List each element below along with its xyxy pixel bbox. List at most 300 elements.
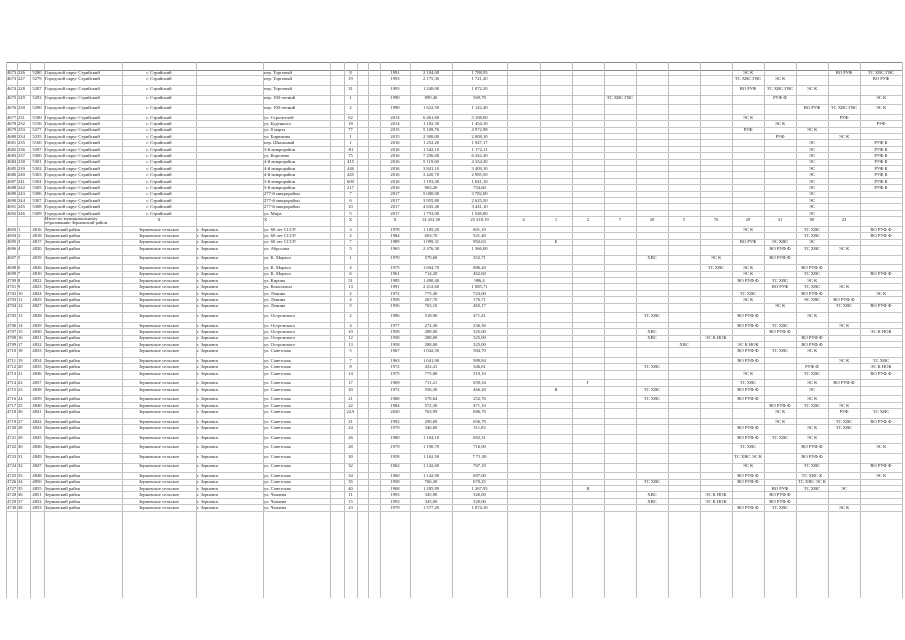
cell-idx: 35: [18, 485, 23, 491]
cell-year: 1970: [390, 255, 400, 261]
cell-idx: 22: [18, 380, 23, 386]
cell-city: Зерновское сельское: [138, 364, 180, 370]
cell-s2: 4 334,30: [471, 159, 488, 165]
cell-city: Зерновское сельское: [138, 463, 180, 469]
cell-year: 1958: [390, 328, 400, 334]
cell-area: Городской округ Стрийский: [45, 178, 100, 184]
cell-s1: 1 162,50: [422, 453, 440, 459]
cell-s2: 471,41: [473, 312, 486, 318]
cell-c24: ЭС: [808, 152, 816, 158]
cell-area: Зерновский район: [45, 255, 81, 261]
cell-c26: ВО РУФ Ф: [870, 303, 892, 309]
cell-city: г. Стрийский: [146, 69, 172, 75]
cell-house: 28: [348, 444, 353, 450]
cell-area: Зерновский район: [45, 453, 81, 459]
cell-city: г. Стрийский: [146, 95, 172, 101]
cell-c24: ТС ХВС: [803, 370, 821, 376]
cell-c22: ТС ХВС: [739, 380, 757, 386]
cell-street: пер. Школьный: [264, 140, 295, 146]
cell-idx: 16: [18, 335, 23, 341]
cell-house: 26: [348, 434, 353, 440]
cell-s2: 5 108,00: [471, 114, 488, 120]
cell-c25: ТС ХВС: [835, 418, 853, 424]
cell-s1: 3 420,70: [422, 172, 440, 178]
cell-c26: РУФ К: [874, 184, 888, 190]
cell-num: 4692: [7, 210, 17, 216]
cell-s2: 521,40: [473, 232, 486, 238]
cell-s2: 650,34: [473, 380, 486, 386]
cell-year: 2016: [390, 172, 400, 178]
cell-s1: 1 285,89: [422, 485, 440, 491]
cell-street: ул. Ленина: [264, 303, 286, 309]
cell-house: 11: [348, 492, 353, 498]
cell-street: ул. Советская: [264, 396, 291, 402]
cell-year: 1968: [390, 485, 400, 491]
cell-code: 4834: [32, 357, 42, 363]
cell-num: 4677: [7, 114, 17, 120]
cell-city: Зерновское сельское: [138, 498, 180, 504]
cell-s1: 3 841,10: [422, 165, 440, 171]
cell-code: 4849: [32, 453, 42, 459]
cell-street: ул. Чапаева: [264, 504, 287, 510]
cell-s2: 1 085,71: [471, 284, 488, 290]
cell-street: ул. Советская: [264, 418, 291, 424]
cell-code: 4826: [32, 264, 42, 270]
cell-c22: ТС ХВС: [739, 444, 757, 450]
cell-area: Городской округ Стрийский: [45, 184, 100, 190]
cell-c24: ЭС: [808, 191, 816, 197]
cell-code: 4842: [32, 418, 42, 424]
cell-s1: 711,21: [424, 380, 438, 386]
cell-idx: 18: [18, 348, 23, 354]
cell-c26: ЭС К: [875, 472, 887, 478]
cell-area: Городской округ Стрийский: [45, 76, 100, 82]
cell-s2: 176,71: [473, 296, 486, 302]
cell-street: ул. Советская: [264, 485, 291, 491]
cell-house: 1: [349, 140, 352, 146]
cell-street: ул. Советская: [264, 364, 291, 370]
cell-area: Городской округ Стрийский: [45, 133, 100, 139]
cell-c21: ТС ХВС: [707, 264, 725, 270]
cell-s1: 288,00: [424, 328, 438, 334]
cell-c17: К: [586, 485, 590, 491]
cell-idx: 24: [18, 396, 23, 402]
cell-c22: ЭС К: [742, 226, 754, 232]
cell-c19: ХВС: [647, 255, 657, 261]
cell-city: Зерновское сельское: [138, 380, 180, 386]
cell-house: 34: [348, 472, 353, 478]
cell-year: 2016: [390, 178, 400, 184]
cell-c25: ЭС К: [838, 357, 850, 363]
cell-year: 1979: [390, 504, 400, 510]
cell-city: г. Стрийский: [146, 127, 172, 133]
cell-year: Х: [393, 216, 397, 222]
cell-c26: РУФ К: [874, 140, 888, 146]
cell-idx: 7: [18, 271, 21, 277]
cell-c22: ВО РУФ Ф: [737, 348, 759, 354]
cell-code: 5280: [32, 69, 42, 75]
cell-idx: 227: [18, 76, 25, 82]
cell-s2: 519,10: [473, 370, 486, 376]
cell-year: 2017: [390, 197, 400, 203]
cell-code: 4828: [32, 312, 42, 318]
cell-c26: ЭС К НОК: [870, 364, 892, 370]
cell-s1: 4 635,40: [422, 204, 440, 210]
cell-s2: 466,20: [473, 386, 486, 392]
cell-c24: ЭС К: [806, 277, 818, 283]
cell-c19: ТС ХВС: [643, 364, 661, 370]
cell-c23: ВО РУФ Ф: [769, 245, 791, 251]
cell-city: Зерновское сельское: [138, 277, 180, 283]
cell-s2: 346,61: [473, 364, 486, 370]
cell-area: Зерновский район: [45, 239, 81, 245]
cell-street: ул. Островского: [264, 328, 296, 334]
cell-house: 14: [348, 370, 353, 376]
cell-c25: ЭС К: [838, 504, 850, 510]
cell-idx: 5: [18, 255, 21, 261]
cell-year: 1968: [390, 396, 400, 402]
cell-area: Городской округ Стрийский: [45, 104, 100, 110]
cell-s1: 1 142,60: [422, 463, 440, 469]
cell-street: пер. Торговый: [264, 85, 292, 91]
cell-s2: 1 047,17: [471, 140, 488, 146]
cell-s2: 697,00: [473, 472, 486, 478]
cell-c24: ЭС К: [806, 434, 818, 440]
cell-s2: 471,10: [473, 402, 486, 408]
cell-year: 1962: [390, 463, 400, 469]
cell-num: 4673: [7, 69, 17, 75]
cell-town: г. Зерновск: [197, 370, 219, 376]
cell-area: Зерновский район: [45, 479, 81, 485]
cell-idx: 229: [18, 95, 25, 101]
cell-c23: ЭС ХВС: [771, 239, 789, 245]
cell-area: Зерновский район: [45, 284, 81, 290]
cell-s1: 288,00: [424, 341, 438, 347]
cell-town: г. Зерновск: [197, 335, 219, 341]
cell-s2: 986,4: [474, 277, 485, 283]
cell-s1: 1 042,50: [422, 348, 440, 354]
cell-idx: 19: [18, 357, 23, 363]
cell-s1: 1 190,70: [422, 444, 440, 450]
cell-c24: ЭС К: [806, 348, 818, 354]
cell-house: 8: [349, 69, 352, 75]
cell-c24: ТС ХВС: [803, 485, 821, 491]
cell-year: 1958: [390, 341, 400, 347]
cell-c23: ТС ХВС: [771, 277, 789, 283]
cell-c24: ЭС: [808, 239, 816, 245]
cell-city: Зерновское сельское: [138, 348, 180, 354]
cell-street: ул. Чапаева: [264, 498, 287, 504]
cell-street: 4-й микрорайон: [264, 165, 296, 171]
cell-s1: 1 577,20: [422, 504, 440, 510]
cell-area: Зерновский район: [45, 424, 81, 430]
cell-c26: ТС ХВС ГВС: [867, 69, 895, 75]
cell-idx: 240: [18, 172, 25, 178]
cell-area: Зерновский район: [45, 364, 81, 370]
cell-c21: ЭС К НОК: [705, 492, 727, 498]
cell-code: 4830: [32, 328, 42, 334]
cell-town: г. Зерновск: [197, 453, 219, 459]
cell-city: г. Стрийский: [146, 133, 172, 139]
cell-area: Итого по муниципальному образованию Зерновский район: [45, 216, 108, 226]
cell-c23: ВО РУФ Ф: [769, 498, 791, 504]
cell-area: Городской округ Стрийский: [45, 159, 100, 165]
cell-year: 1958: [390, 296, 400, 302]
cell-c25: ЭС К: [838, 402, 850, 408]
cell-street: 277-й микрорайон: [264, 197, 300, 203]
cell-num: 4726: [7, 479, 17, 485]
cell-street: ул. Советская: [264, 402, 291, 408]
cell-s2: 1 454,10: [471, 120, 488, 126]
cell-s1: 1 342,10: [422, 146, 440, 152]
cell-c26: РУФ К: [874, 146, 888, 152]
cell-c20: 5: [682, 216, 686, 222]
cell-c23: ТС ХВС: [771, 434, 789, 440]
cell-house: 12: [348, 335, 353, 341]
cell-c26: ВО РУФ Ф: [870, 232, 892, 238]
cell-year: 1967: [390, 348, 400, 354]
cell-num: 4712: [7, 364, 17, 370]
cell-house: 10: [348, 328, 353, 334]
cell-year: 1979: [390, 444, 400, 450]
cell-code: 4832: [32, 341, 42, 347]
cell-code: 4840: [32, 402, 42, 408]
cell-s1: 345,90: [424, 492, 438, 498]
cell-house: 22: [348, 402, 353, 408]
cell-c26: ВО РУФ Ф: [870, 418, 892, 424]
cell-num: 4679: [7, 127, 17, 133]
cell-house: 15: [348, 498, 353, 504]
cell-year: 1979: [390, 424, 400, 430]
cell-house: 3: [349, 226, 352, 232]
cell-c22: ВО РУФ Ф: [737, 322, 759, 328]
cell-year: 2016: [390, 184, 400, 190]
cell-code: 5156: [32, 120, 42, 126]
cell-s1: 1 694,70: [422, 264, 440, 270]
cell-house: 18: [348, 120, 353, 126]
cell-area: Зерновский район: [45, 226, 81, 232]
cell-area: Зерновский район: [45, 485, 81, 491]
cell-c25: ТС ХВС: [835, 424, 853, 430]
cell-s2: 767,10: [473, 463, 486, 469]
cell-house: 13: [348, 341, 353, 347]
cell-town: г. Зерновск: [197, 296, 219, 302]
cell-town: г. Зерновск: [197, 402, 219, 408]
column-divider: [732, 62, 733, 598]
cell-street: ул. Советская: [264, 370, 291, 376]
cell-c26: ЭС К: [875, 95, 887, 101]
cell-s2: 716,90: [473, 444, 486, 450]
cell-area: Зерновский район: [45, 463, 81, 469]
cell-year: 1961: [390, 271, 400, 277]
cell-c24: ЭС: [808, 178, 816, 184]
cell-year: 1972: [390, 364, 400, 370]
cell-num: 4694: [7, 232, 17, 238]
cell-area: Городской округ Стрийский: [45, 197, 100, 203]
cell-s1: 714,20: [424, 271, 438, 277]
cell-c24: ТС ХВС К: [801, 472, 823, 478]
cell-num: 4686: [7, 172, 17, 178]
cell-town: г. Зерновск: [197, 386, 219, 392]
cell-town: г. Зерновск: [197, 232, 219, 238]
cell-street: ул. Советская: [264, 386, 291, 392]
cell-year: 1958: [390, 479, 400, 485]
cell-s1: 556,30: [424, 386, 438, 392]
cell-s2: 325,00: [473, 341, 486, 347]
cell-c22: ЭС К: [742, 271, 754, 277]
cell-s2: 1 366,00: [471, 245, 488, 251]
cell-code: 4823: [32, 284, 42, 290]
cell-c24: ЭС: [808, 204, 816, 210]
cell-house: 20: [348, 386, 353, 392]
cell-s2: 686,70: [473, 408, 486, 414]
cell-c24: ВО РУФ Ф: [801, 341, 823, 347]
cell-town: г. Зерновск: [197, 472, 219, 478]
cell-town: г. Зерновск: [197, 492, 219, 498]
cell-code: 4824: [32, 290, 42, 296]
cell-s2: 992,63: [473, 239, 486, 245]
cell-s1: 763,10: [424, 303, 438, 309]
cell-c23: ВО РУФ: [771, 284, 789, 290]
cell-year: 2017: [390, 210, 400, 216]
cell-s2: 1 074,10: [471, 504, 488, 510]
cell-c23: ВО РУФ Ф: [769, 492, 791, 498]
cell-code: 4827: [32, 303, 42, 309]
cell-street: ул. Советская: [264, 348, 291, 354]
cell-street: 3-й микрорайон: [264, 184, 296, 190]
cell-town: г. Зерновск: [197, 418, 219, 424]
cell-s1: 2 412,60: [422, 284, 440, 290]
cell-area: Городской округ Стрийский: [45, 210, 100, 216]
cell-c26: ВО РУФ: [872, 76, 890, 82]
cell-c22: ЭС К: [742, 114, 754, 120]
cell-c25: ВО РУФ Ф: [833, 296, 855, 302]
cell-street: ул. Островского: [264, 335, 296, 341]
cell-code: 4839: [32, 396, 42, 402]
cell-c22: ТС ХВС ЭС К: [734, 453, 762, 459]
cell-s2: 4 972,98: [471, 127, 488, 133]
cell-num: 4680: [7, 133, 17, 139]
cell-town: г. Зерновск: [197, 271, 219, 277]
column-divider: [700, 62, 701, 598]
cell-year: 1975: [390, 264, 400, 270]
cell-s1: 452,41: [424, 364, 438, 370]
cell-num: 4674: [7, 85, 17, 91]
cell-c25: ЭС: [840, 485, 848, 491]
cell-c24: ЭС: [808, 172, 816, 178]
cell-num: 4676: [7, 104, 17, 110]
cell-city: Зерновское сельское: [138, 255, 180, 261]
cell-idx: 12: [18, 303, 23, 309]
cell-year: 1984: [390, 232, 400, 238]
cell-c25: РУФ: [839, 408, 849, 414]
cell-code: 5287: [32, 85, 42, 91]
cell-city: Зерновское сельское: [138, 322, 180, 328]
cell-town: г. Зерновск: [197, 434, 219, 440]
cell-area: Зерновский район: [45, 296, 81, 302]
cell-year: 2016: [390, 165, 400, 171]
cell-c23: ТС ХВС: [771, 322, 789, 328]
cell-street: пер. 100-летний: [264, 95, 296, 101]
column-divider: [357, 62, 358, 598]
cell-street: Х: [264, 216, 268, 222]
cell-street: ул. Советская: [264, 424, 291, 430]
cell-c15: 4: [522, 216, 525, 222]
cell-house: -81: [347, 146, 354, 152]
cell-idx: 238: [18, 159, 25, 165]
cell-house: 19: [348, 76, 353, 82]
cell-c23: ТС ХВС: [771, 348, 789, 354]
cell-code: 4846: [32, 444, 42, 450]
cell-c23: ТС ХВС ГВС: [766, 85, 794, 91]
cell-street: ул. 60 лет СССР: [264, 239, 296, 245]
cell-code: 4818: [32, 232, 42, 238]
cell-s1: 899,40: [424, 95, 438, 101]
cell-num: 4707: [7, 328, 17, 334]
cell-c25: ЭС К: [838, 245, 850, 251]
cell-s2: 252,76: [473, 396, 486, 402]
cell-year: 1958: [390, 335, 400, 341]
cell-code: 5290: [32, 104, 42, 110]
cell-num: 4721: [7, 434, 17, 440]
cell-num: 4724: [7, 463, 17, 469]
cell-idx: 33: [18, 472, 23, 478]
cell-area: Зерновский район: [45, 472, 81, 478]
cell-area: Зерновский район: [45, 264, 81, 270]
cell-area: Зерновский район: [45, 232, 81, 238]
cell-house: 217: [347, 184, 354, 190]
cell-c22: ВО РУФ Ф: [737, 479, 759, 485]
cell-street: ул. Островского: [264, 322, 296, 328]
cell-code: 4838: [32, 386, 42, 392]
cell-idx: 17: [18, 341, 23, 347]
cell-house: 31: [348, 85, 353, 91]
cell-city: Зерновское сельское: [138, 357, 180, 363]
cell-city: Зерновское сельское: [138, 402, 180, 408]
cell-town: г. Зерновск: [197, 498, 219, 504]
cell-house: 4: [349, 264, 352, 270]
cell-city: Зерновское сельское: [138, 424, 180, 430]
cell-s1: 1 182,30: [422, 120, 440, 126]
cell-s2: 1 267,93: [471, 485, 488, 491]
cell-idx: 3: [18, 239, 21, 245]
cell-city: Зерновское сельское: [138, 271, 180, 277]
cell-c24: ВО РУФ Ф: [801, 453, 823, 459]
cell-street: ул. Островского: [264, 312, 296, 318]
cell-s2: 1 721,20: [471, 76, 488, 82]
cell-area: Зерновский район: [45, 328, 81, 334]
cell-street: ул. Советская: [264, 453, 291, 459]
cell-code: 5180: [32, 114, 42, 120]
cell-num: 4702: [7, 290, 17, 296]
cell-s1: 1 753,00: [422, 210, 440, 216]
cell-street: ул. Строителей: [264, 114, 294, 120]
cell-area: Зерновский район: [45, 370, 81, 376]
cell-street: ул. Советская: [264, 380, 291, 386]
cell-code: 4831: [32, 335, 42, 341]
cell-c26: РУФ К: [874, 165, 888, 171]
cell-s1: 5 119,60: [423, 159, 439, 165]
cell-c22: ЭС К: [742, 69, 754, 75]
cell-year: 1958: [390, 453, 400, 459]
cell-c18: 7: [618, 216, 622, 222]
cell-street: ул. Комсомола: [264, 284, 293, 290]
cell-year: 1972: [390, 386, 400, 392]
cell-idx: 20: [18, 364, 23, 370]
cell-house: 32: [348, 463, 353, 469]
cell-city: г. Стрийский: [146, 152, 172, 158]
cell-street: ул. Советская: [264, 472, 291, 478]
